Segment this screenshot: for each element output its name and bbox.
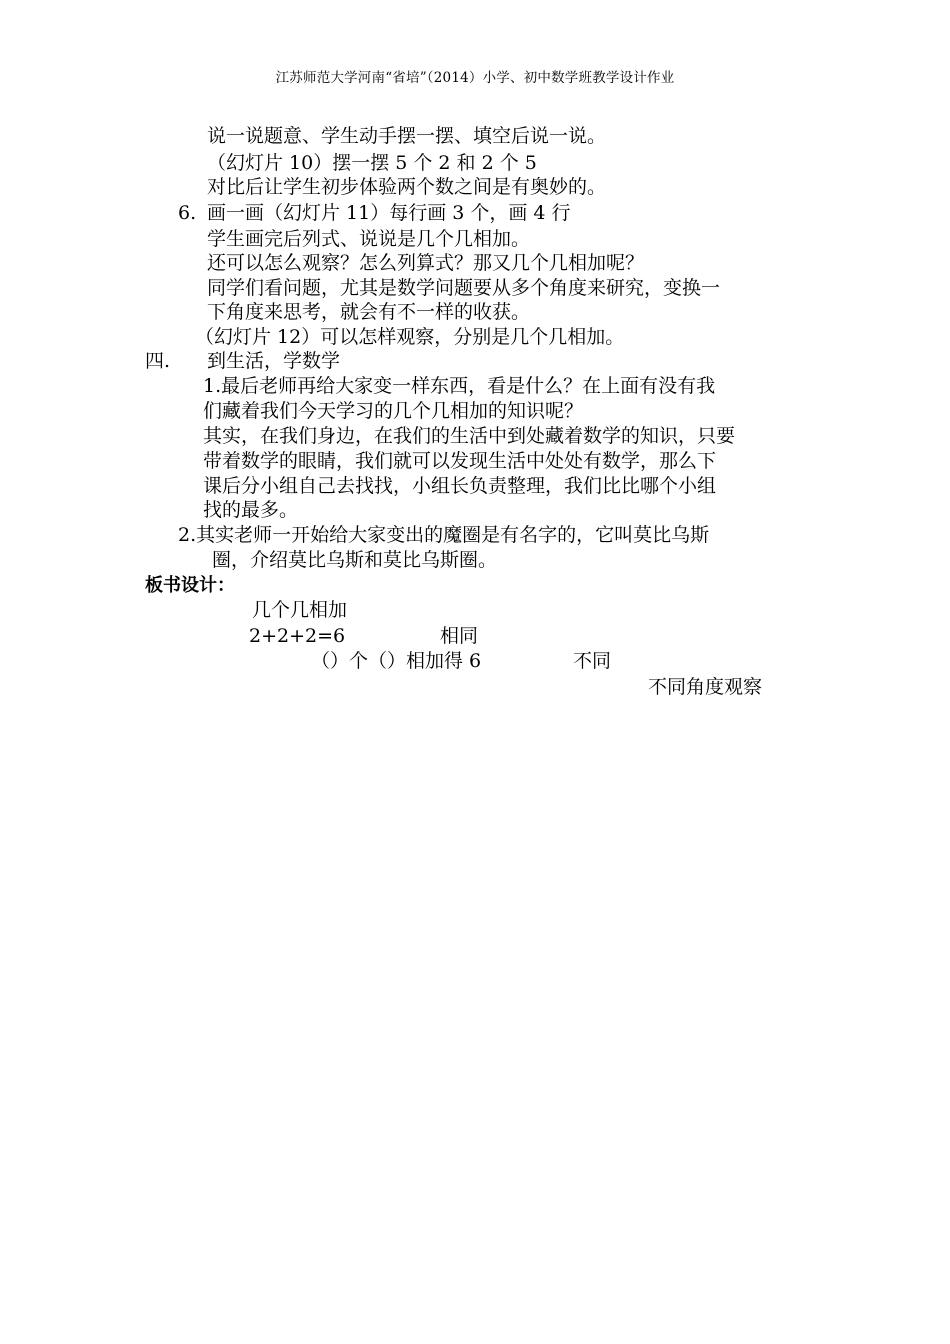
text-line: 其实，在我们身边，在我们的生活中到处藏着数学的知识，只要: [203, 425, 736, 447]
text-line: （幻灯片 10）摆一摆 5 个 2 和 2 个 5: [207, 152, 537, 174]
text-line: 同学们看问题，尤其是数学问题要从多个角度来研究，变换一: [207, 277, 721, 299]
text-line: 1.最后老师再给大家变一样东西，看是什么？在上面有没有我: [203, 375, 716, 397]
text-line: 下角度来思考，就会有不一样的收获。: [207, 301, 531, 323]
text-line: 还可以怎么观察？怎么列算式？那又几个几相加呢？: [207, 252, 645, 274]
text-line: 课后分小组自己去找找，小组长负责整理，我们比比哪个小组: [203, 475, 717, 497]
list-number: 6.: [178, 202, 197, 224]
text-line: 带着数学的眼睛，我们就可以发现生活中处处有数学，那么下: [203, 450, 717, 472]
text-line: 说一说题意、学生动手摆一摆、填空后说一说。: [207, 125, 607, 147]
board-angle: 不同角度观察: [648, 676, 763, 698]
text-line: 2.其实老师一开始给大家变出的魔圈是有名字的，它叫莫比乌斯: [178, 524, 710, 546]
text-line: 学生画完后列式、说说是几个几相加。: [207, 228, 531, 250]
board-title: 几个几相加: [252, 599, 348, 621]
text-line: 对比后让学生初步体验两个数之间是有奥妙的。: [207, 176, 607, 198]
text-line: 们藏着我们今天学习的几个几相加的知识呢？: [203, 400, 584, 422]
page-header: 江苏师范大学河南“省培”（2014）小学、初中数学班教学设计作业: [275, 70, 675, 86]
board-blank: （）个（）相加得 6: [311, 650, 482, 672]
section-title: 到生活，学数学: [207, 350, 341, 372]
text-line: （幻灯片 12）可以怎样观察，分别是几个几相加。: [195, 326, 625, 348]
text-line: 圈，介绍莫比乌斯和莫比乌斯圈。: [212, 549, 498, 571]
text-line: 找的最多。: [203, 499, 299, 521]
section-number: 四.: [145, 350, 171, 372]
board-heading: 板书设计：: [145, 575, 235, 596]
board-different: 不同: [573, 650, 612, 672]
text-line: 画一画（幻灯片 11）每行画 3 个，画 4 行: [207, 202, 571, 224]
board-same: 相同: [440, 625, 479, 647]
board-equation: 2+2+2=6: [249, 625, 346, 647]
